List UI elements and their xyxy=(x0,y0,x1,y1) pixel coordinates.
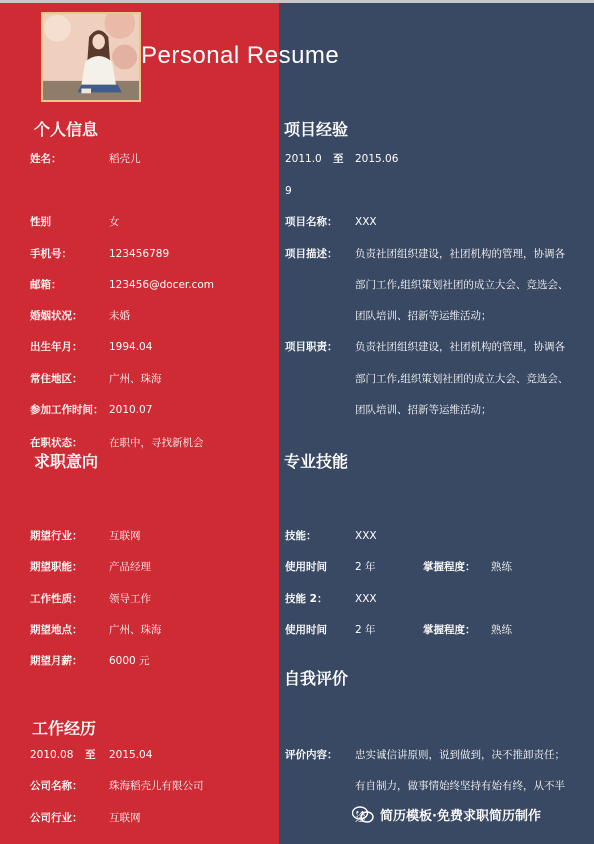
time2-label: 使用时间 xyxy=(285,624,327,636)
skill1-value: XXX xyxy=(355,530,377,542)
birth-value: 1994.04 xyxy=(109,341,153,353)
intent-salary-value: 6000 元 xyxy=(109,655,150,667)
self-eval-line: 途 xyxy=(355,812,366,824)
phone-label: 手机号： xyxy=(30,248,72,260)
project-name-value: XXX xyxy=(355,216,377,228)
project-period-start-wrap: 9 xyxy=(285,185,292,197)
birth-label: 出生年月： xyxy=(30,341,83,353)
intent-nature-label: 工作性质： xyxy=(30,593,83,605)
skill2-value: XXX xyxy=(355,593,377,605)
project-period-sep: 至 xyxy=(333,153,344,165)
self-eval-label: 评价内容： xyxy=(285,749,338,761)
company-industry-label: 公司行业： xyxy=(30,812,83,824)
skill1-label: 技能： xyxy=(285,530,317,542)
project-desc-label: 项目描述： xyxy=(285,248,338,260)
level2-value: 熟练 xyxy=(491,624,512,636)
work-period-end: 2015.04 xyxy=(109,749,153,761)
work-period-sep: 至 xyxy=(85,749,96,761)
intent-industry-label: 期望行业： xyxy=(30,530,83,542)
job-status-label: 在职状态： xyxy=(30,437,83,449)
project-desc-line: 团队培训、招新等运维活动； xyxy=(355,310,492,322)
marital-label: 婚姻状况： xyxy=(30,310,83,322)
profile-photo xyxy=(41,12,141,102)
email-value: 123456@docer.com xyxy=(109,279,215,291)
level1-value: 熟练 xyxy=(491,561,512,573)
project-desc-line: 部门工作,组织策划社团的成立大会、竞选会、 xyxy=(355,279,569,291)
project-duty-line: 部门工作,组织策划社团的成立大会、竞选会、 xyxy=(355,373,569,385)
self-eval-line: 有自制力，做事情始终坚持有始有终，从不半 xyxy=(355,780,565,792)
intent-function-value: 产品经理 xyxy=(109,561,151,573)
intent-nature-value: 领导工作 xyxy=(109,593,151,605)
email-label: 邮箱： xyxy=(30,279,62,291)
self-eval-line: 忠实诚信讲原则，说到做到，决不推卸责任； xyxy=(355,749,565,761)
project-heading: 项目经验 xyxy=(284,120,349,139)
skills-heading: 专业技能 xyxy=(284,452,349,471)
name-value: 稻壳儿 xyxy=(109,153,141,165)
job-status-value: 在职中，寻找新机会 xyxy=(109,437,204,449)
project-duty-line: 团队培训、招新等运维活动； xyxy=(355,404,492,416)
project-duty-label: 项目职责： xyxy=(285,341,338,353)
work-start-label: 参加工作时间： xyxy=(30,404,104,416)
project-period-start: 2011.0 xyxy=(285,153,322,165)
wechat-icon xyxy=(352,806,374,824)
job-intent-heading: 求职意向 xyxy=(34,452,99,471)
time1-label: 使用时间 xyxy=(285,561,327,573)
level2-label: 掌握程度： xyxy=(423,624,476,636)
company-industry-value: 互联网 xyxy=(109,812,141,824)
intent-industry-value: 互联网 xyxy=(109,530,141,542)
project-desc-line: 负责社团组织建设，社团机构的管理，协调各 xyxy=(355,248,565,260)
time1-value: 2 年 xyxy=(355,561,376,573)
skill2-label: 技能 2： xyxy=(285,593,328,605)
phone-value: 123456789 xyxy=(109,248,170,260)
work-start-value: 2010.07 xyxy=(109,404,153,416)
company-name-value: 珠海稻壳儿有限公司 xyxy=(109,780,204,792)
company-name-label: 公司名称： xyxy=(30,780,83,792)
project-name-label: 项目名称： xyxy=(285,216,338,228)
residence-label: 常住地区： xyxy=(30,373,83,385)
gender-label: 性别 xyxy=(30,216,51,228)
wechat-watermark xyxy=(352,805,541,824)
intent-salary-label: 期望月薪： xyxy=(30,655,83,667)
residence-value: 广州、珠海 xyxy=(109,373,162,385)
personal-info-heading: 个人信息 xyxy=(34,120,99,139)
project-duty-line: 负责社团组织建设，社团机构的管理，协调各 xyxy=(355,341,565,353)
resume-title: Personal Resume xyxy=(141,42,340,69)
project-period-end: 2015.06 xyxy=(355,153,399,165)
gender-value: 女 xyxy=(109,216,120,228)
watermark-text: 简历模板·免费求职简历制作 xyxy=(380,809,541,824)
level1-label: 掌握程度： xyxy=(423,561,476,573)
self-eval-heading: 自我评价 xyxy=(284,669,349,688)
intent-location-value: 广州、珠海 xyxy=(109,624,162,636)
intent-function-label: 期望职能： xyxy=(30,561,83,573)
work-history-heading: 工作经历 xyxy=(32,719,97,738)
name-label: 姓名： xyxy=(30,153,62,165)
time2-value: 2 年 xyxy=(355,624,376,636)
intent-location-label: 期望地点： xyxy=(30,624,83,636)
work-period-start: 2010.08 xyxy=(30,749,74,761)
marital-value: 未婚 xyxy=(109,310,130,322)
